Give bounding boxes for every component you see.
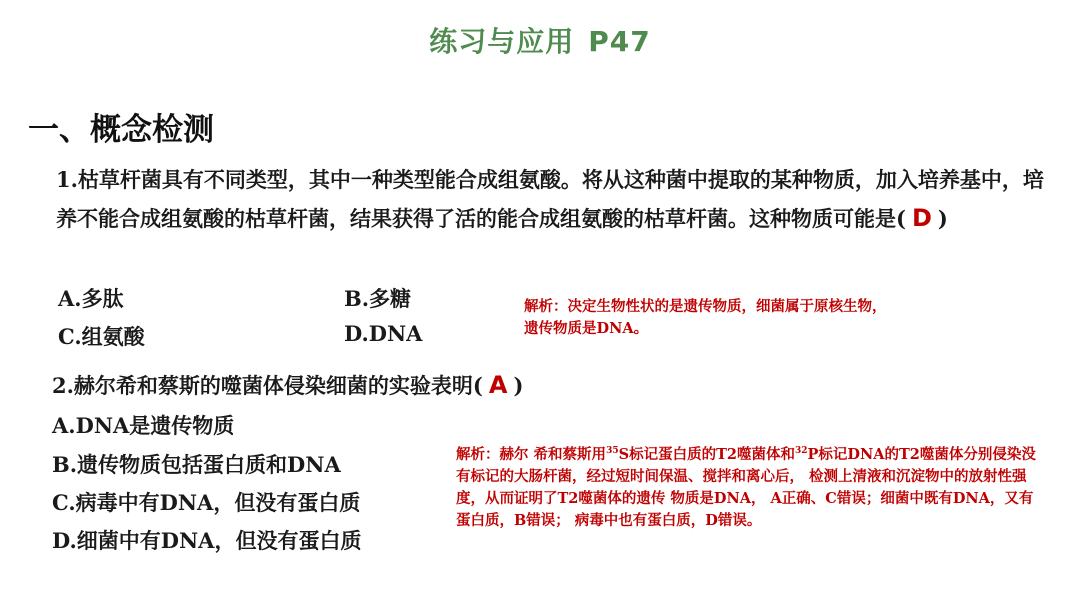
q2-text-end: ) xyxy=(513,373,524,398)
q2-analysis-part3: P标记DNA的T2噬菌体分别侵染没有标记的大肠杆菌，经过短时间保温、搅拌和离心后， 检测上清液和沉淀物中的放射性强度，从而证明了T2噬菌体的遗传 物质是DNA， A正确、C错误；细菌中既有DNA，又有蛋白质，B错误； 病毒中也有蛋白质，D错误。 xyxy=(456,446,1036,529)
q1-analysis-line1: 解析：决定生物性状的是遗传物质，细菌属于原核生物， xyxy=(524,298,887,315)
q2-option-d: D.细菌中有DNA，但没有蛋白质 xyxy=(52,528,362,553)
sulfur-isotope-number: 35 xyxy=(606,446,619,457)
q2-answer: A xyxy=(488,371,508,399)
section-heading: 一、概念检测 xyxy=(28,112,214,148)
q1-option-b: B.多糖 xyxy=(344,286,412,311)
page-title xyxy=(0,20,1080,60)
q1-option-a: A.多肽 xyxy=(58,286,124,311)
q1-text-end: ) xyxy=(937,206,948,231)
page-number: P47 xyxy=(588,25,651,58)
question-2-stem xyxy=(52,370,523,400)
q1-option-d: D.DNA xyxy=(344,321,423,346)
q2-analysis xyxy=(456,444,1046,532)
phosphorus-isotope-number: 32 xyxy=(794,446,808,457)
q2-text: 2.赫尔希和蔡斯的噬菌体侵染细菌的实验表明( xyxy=(52,373,483,398)
q1-text: 1.枯草杆菌具有不同类型，其中一种类型能合成组氨酸。将从这种菌中提取的某种物质，加入培养基中，培养不能合成组氨酸的枯草杆菌，结果获得了活的能合成组氨酸的枯草杆菌。这种物质可能是( xyxy=(56,167,1044,231)
q1-analysis xyxy=(524,296,984,340)
q1-option-c: C.组氨酸 xyxy=(58,324,145,349)
q2-analysis-part2: S标记蛋白质的T2噬菌体和 xyxy=(618,446,795,463)
q2-analysis-part1: 解析：赫尔 希和蔡斯用 xyxy=(456,446,607,463)
q2-option-b: B.遗传物质包括蛋白质和DNA xyxy=(52,452,341,477)
q2-option-a: A.DNA是遗传物质 xyxy=(52,413,235,438)
title-text: 练习与应用 xyxy=(429,25,575,58)
q2-option-c: C.病毒中有DNA，但没有蛋白质 xyxy=(52,490,361,515)
question-1-stem xyxy=(56,160,1046,238)
q1-answer: D xyxy=(911,204,932,232)
q1-analysis-line2: 遗传物质是DNA。 xyxy=(524,320,649,337)
